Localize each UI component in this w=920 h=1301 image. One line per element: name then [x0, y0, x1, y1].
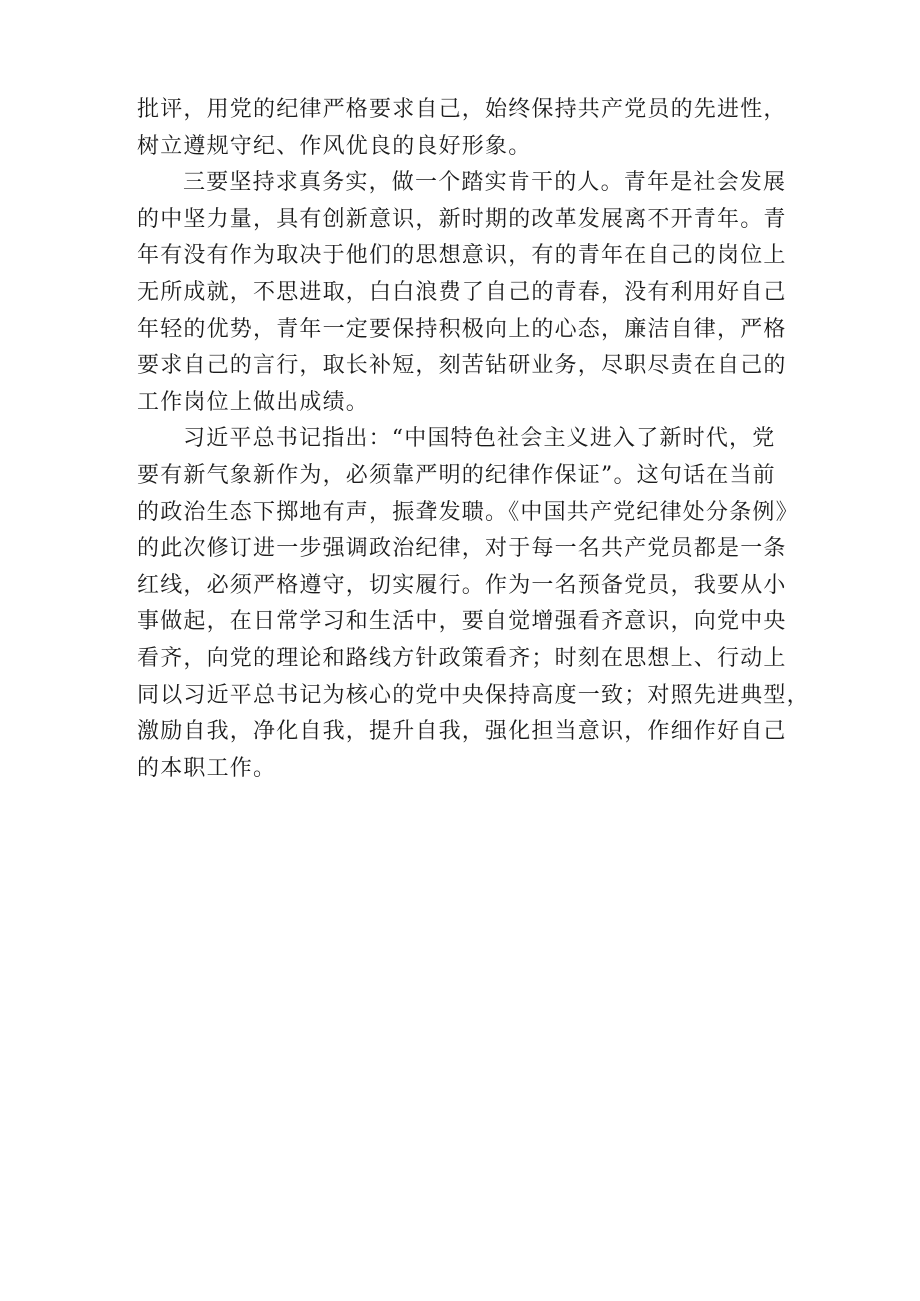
text-line: 看齐，向党的理论和路线方针政策看齐；时刻在思想上、行动上	[137, 645, 787, 671]
text-line: 事做起，在日常学习和生活中，要自觉增强看齐意识，向党中央	[137, 609, 787, 635]
text-line: 红线，必须严格遵守，切实履行。作为一名预备党员，我要从小	[137, 572, 787, 598]
text-line: 年轻的优势，青年一定要保持积极向上的心态，廉洁自律，严格	[137, 316, 787, 342]
text-line: 年有没有作为取决于他们的思想意识，有的青年在自己的岗位上	[137, 243, 787, 269]
paragraph-first-line: 习近平总书记指出：“中国特色社会主义进入了新时代，党	[183, 426, 776, 452]
text-line: 无所成就，不思进取，白白浪费了自己的青春，没有利用好自己	[137, 279, 787, 305]
paragraph-first-line: 三要坚持求真务实，做一个踏实肯干的人。青年是社会发展	[183, 170, 787, 196]
text-line: 要求自己的言行，取长补短，刻苦钻研业务，尽职尽责在自己的	[137, 353, 787, 379]
document-body	[137, 92, 810, 787]
text-line: 树立遵规守纪、作风优良的良好形象。	[137, 133, 532, 159]
text-line: 的本职工作。	[137, 755, 277, 781]
text-line: 批评，用党的纪律严格要求自己，始终保持共产党员的先进性，	[137, 97, 787, 122]
text-line: 的此次修订进一步强调政治纪律，对于每一名共产党员都是一条	[137, 536, 787, 562]
text-line: 要有新气象新作为，必须靠严明的纪律作保证”。这句话在当前	[137, 462, 776, 488]
text-line: 的政治生态下掷地有声，振聋发聩。《中国共产党纪律处分条例》	[137, 499, 799, 525]
text-line: 工作岗位上做出成绩。	[137, 389, 370, 415]
text-line: 同以习近平总书记为核心的党中央保持高度一致；对照先进典型，	[137, 682, 810, 708]
text-line: 激励自我，净化自我，提升自我，强化担当意识，作细作好自己	[137, 719, 787, 745]
text-line: 的中坚力量，具有创新意识，新时期的改革发展离不开青年。青	[137, 206, 787, 232]
